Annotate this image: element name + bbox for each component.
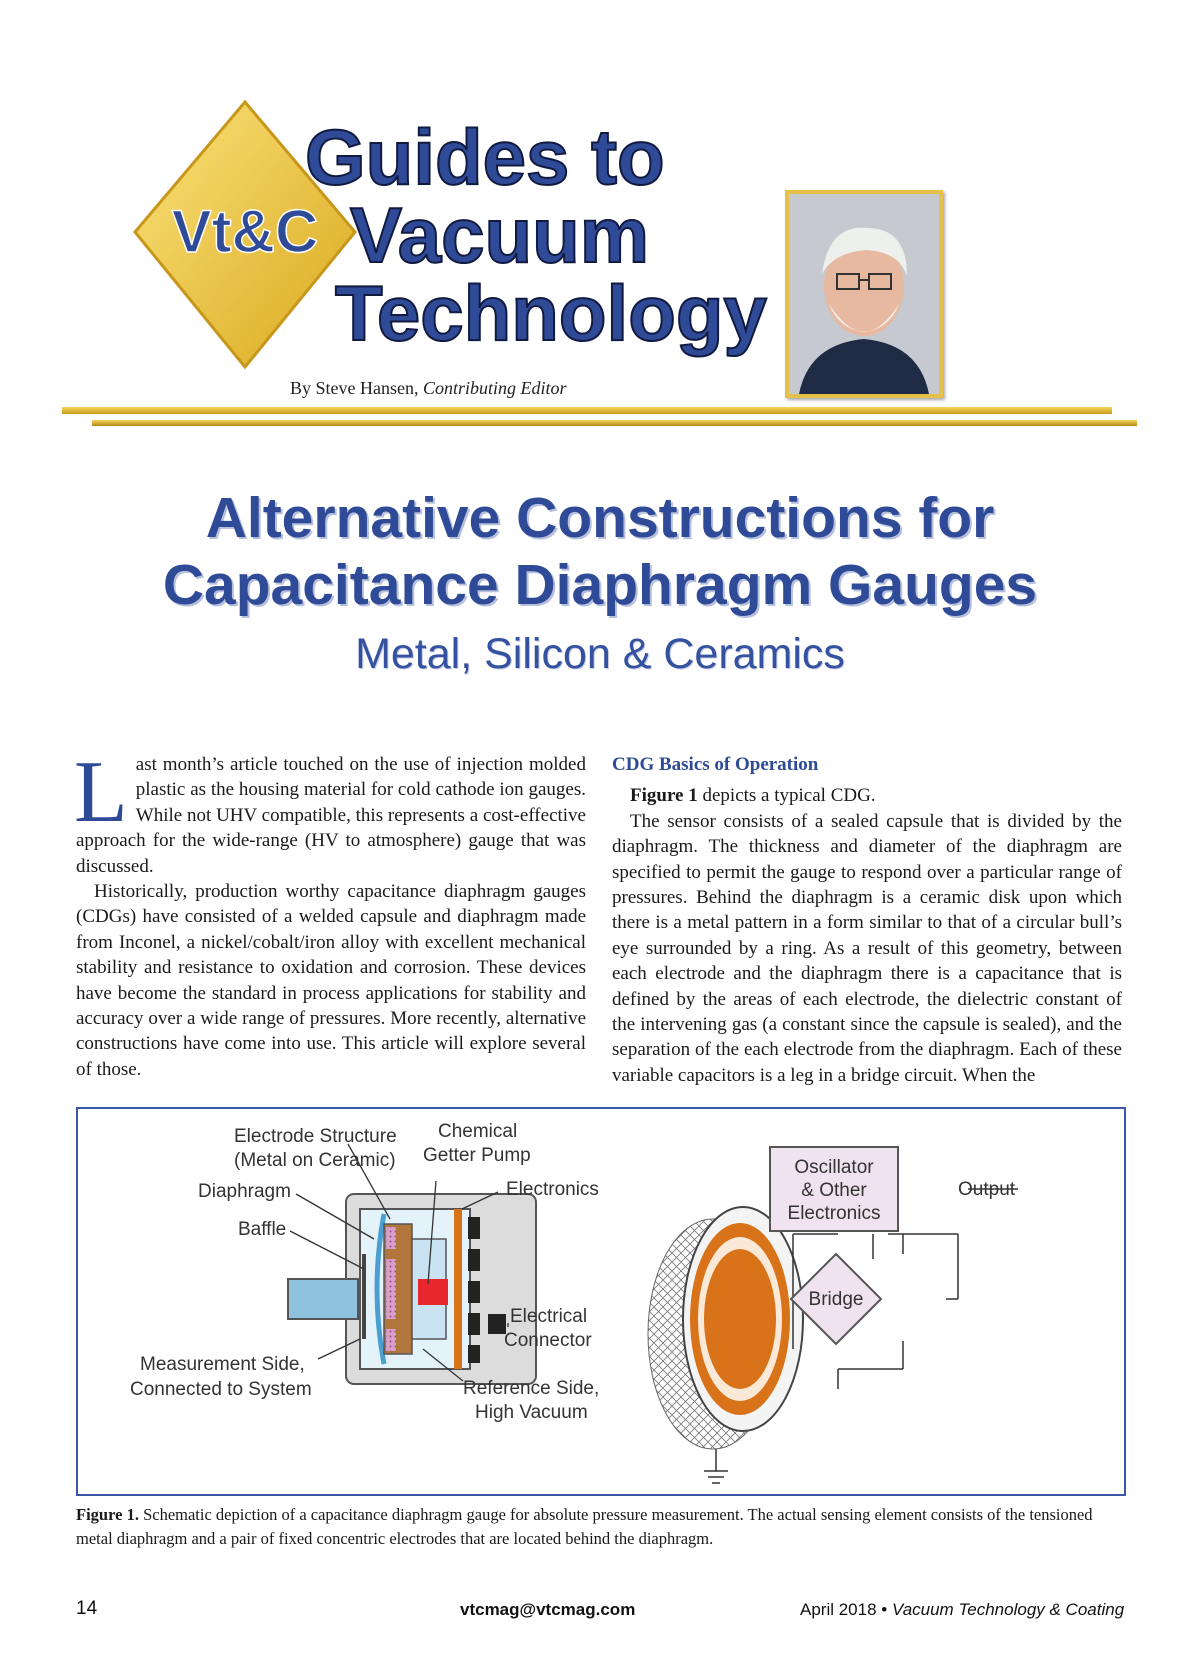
label-bridge: Bridge <box>808 1289 864 1310</box>
label-electrical: Electrical <box>510 1306 588 1327</box>
label-electronics-box: Electronics <box>787 1203 881 1224</box>
label-oscillator: Oscillator <box>794 1157 874 1178</box>
author-portrait <box>785 190 943 398</box>
label-baffle: Baffle <box>238 1219 287 1240</box>
label-electronics: Electronics <box>506 1179 599 1200</box>
masthead-rule-bottom <box>92 420 1137 426</box>
paragraph-sensor: The sensor consists of a sealed capsule that is divided by the diaphragm. The thickness and diameter of the diaphragm are specified to permit the gauge to respond over a particular range of pressures. Behind the diaphragm is a ceramic disk upon which there is a metal pattern in a form similar to that of a circular bull’s eye surrounded by a ring. As a result of this geometry, between each electrode and the diaphragm there is a capacitance that is defined by the areas of each electrode, the dielectric constant of the intervening gas (a constant since the capsule is sealed), and the separation of the each electrode from the diaphragm. Each of these variable capacitors is a leg in a bridge circuit. When the <box>612 810 1122 1086</box>
label-high-vacuum: High Vacuum <box>475 1402 588 1423</box>
electrode-pattern-top <box>386 1227 396 1249</box>
label-electrode-structure: Electrode Structure <box>234 1126 397 1147</box>
series-title-line2: Vacuum <box>350 191 650 279</box>
label-getter-pump: Getter Pump <box>423 1145 531 1166</box>
electronics-chip-1 <box>468 1217 480 1239</box>
drop-cap: L <box>74 744 128 841</box>
masthead-rule-top <box>62 407 1112 414</box>
footer-email-link[interactable]: vtcmag@vtcmag.com <box>460 1600 636 1619</box>
electronics-chip-3 <box>468 1281 480 1303</box>
byline-role: Contributing Editor <box>422 378 567 398</box>
paragraph-figure-ref <box>612 783 1122 808</box>
label-connector: Connector <box>504 1330 592 1351</box>
figure-diagram <box>78 1109 1124 1494</box>
body-column-right <box>612 752 1122 1088</box>
label-diaphragm: Diaphragm <box>198 1181 291 1202</box>
figure-1 <box>76 1107 1126 1496</box>
label-electrode-material: (Metal on Ceramic) <box>234 1150 396 1171</box>
electronics-chip-2 <box>468 1249 480 1271</box>
figure-ref: Figure 1 <box>630 785 698 807</box>
series-title-line1: Guides to <box>305 113 665 201</box>
byline-author: By Steve Hansen, <box>290 378 419 398</box>
body-column-left <box>74 744 586 1082</box>
page-number: 14 <box>76 1598 98 1619</box>
footer-separator: • <box>881 1600 888 1619</box>
figure-caption <box>76 1503 1122 1551</box>
article-title-line2: Capacitance Diaphragm Gauges <box>162 553 1038 617</box>
label-reference-side: Reference Side, <box>463 1378 600 1399</box>
footer-date: April 2018 <box>800 1600 877 1619</box>
electronics-chip-4 <box>468 1313 480 1335</box>
article-title-line1: Alternative Constructions for <box>205 486 995 550</box>
paragraph-history: Historically, production worthy capacitance diaphragm gauges (CDGs) have consisted of a welded capsule and diaphragm made from Inconel, a nickel/cobalt/iron alloy with excellent mechanical stability and resistance to oxidation and corrosion. These devices have become the standard in process applications for stability and accuracy over a wide range of pressures. More recently, alternative constructions have come into use. This article will explore several of those. <box>76 881 586 1080</box>
label-chemical: Chemical <box>438 1121 518 1142</box>
footer-publication: Vacuum Technology & Coating <box>891 1600 1125 1619</box>
label-output: Output <box>958 1179 1016 1200</box>
logo-vtc-text: Vt&C <box>171 198 319 265</box>
section-heading: CDG Basics of Operation <box>612 754 819 775</box>
label-other: & Other <box>801 1180 867 1201</box>
label-connected-to-system: Connected to System <box>130 1379 312 1400</box>
electronics-chip-5 <box>468 1345 480 1363</box>
measurement-inlet-pipe <box>288 1279 358 1319</box>
paragraph-intro <box>74 744 586 879</box>
figure-ref-text: depicts a typical CDG. <box>697 785 876 807</box>
getter-pump <box>418 1279 448 1305</box>
series-title-line3: Technology <box>335 269 767 357</box>
electrode-pattern-mid <box>386 1259 396 1319</box>
article-subtitle: Metal, Silicon & Ceramics <box>355 630 845 678</box>
electrode-pattern-bottom <box>386 1329 396 1351</box>
caption-text: Schematic depiction of a capacitance diaphragm gauge for absolute pressure measurement. The actual sensing element consists of the tensioned metal diaphragm and a pair of fixed concentric electrodes that are located behind the diaphragm. <box>76 1505 1093 1548</box>
label-measurement-side: Measurement Side, <box>140 1354 305 1375</box>
footer-issue <box>800 1600 1124 1620</box>
caption-label: Figure 1. <box>76 1505 139 1524</box>
paragraph-intro-text: ast month’s article touched on the use of injection molded plastic as the housing material for cold cathode ion gauges. While not UHV compatible, this represents a cost-effective approach for the wide-range (HV to atmosphere) gauge that was discussed. <box>76 754 586 877</box>
bullseye-electrode <box>704 1249 776 1389</box>
byline <box>290 378 567 399</box>
